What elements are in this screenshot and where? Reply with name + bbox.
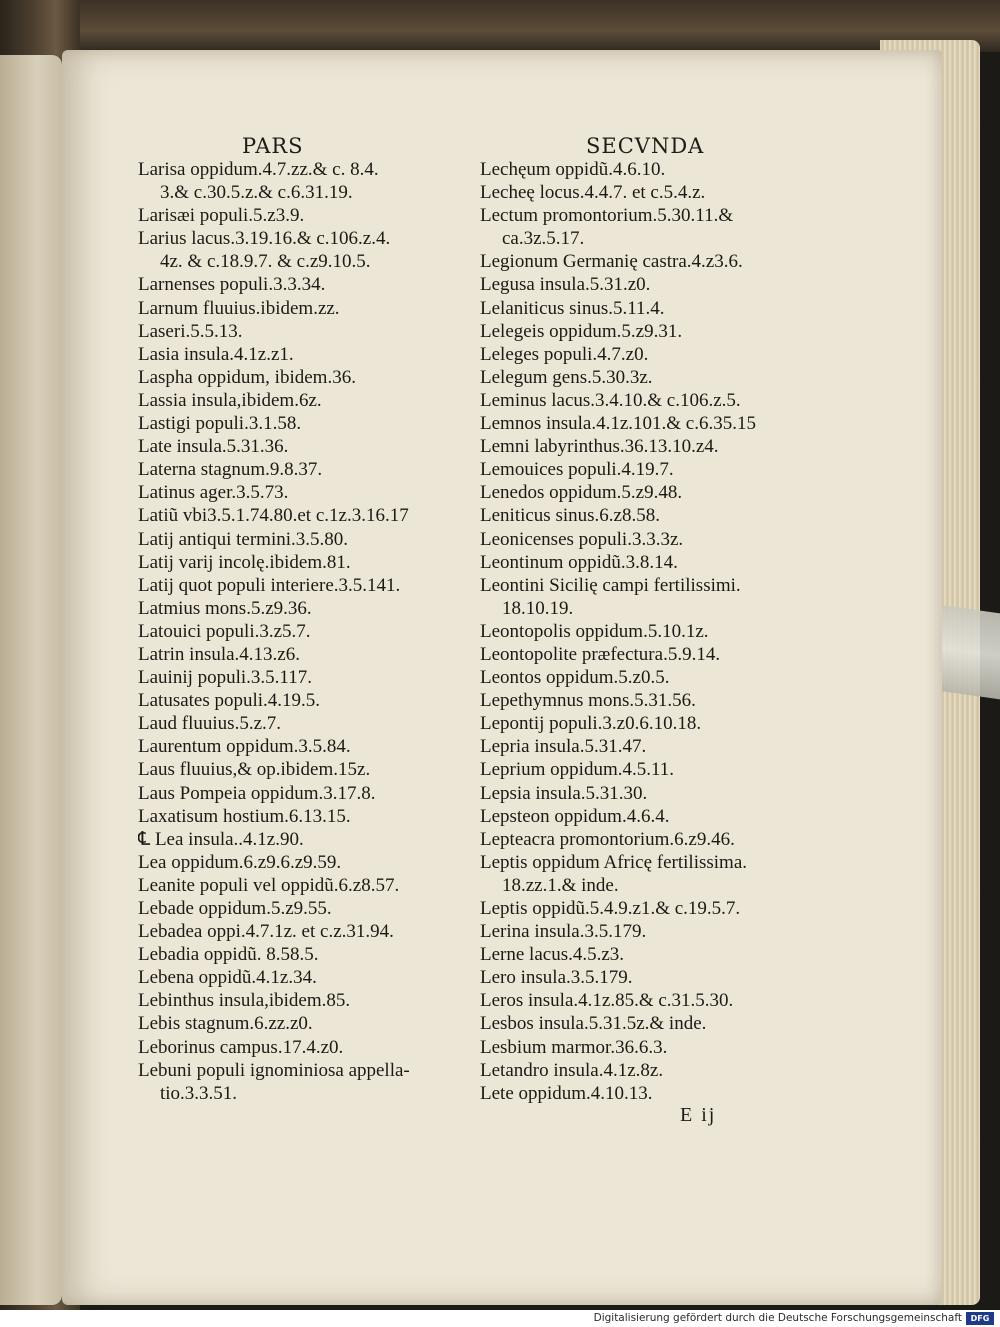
index-entry: Late insula.5.31.36.	[138, 436, 289, 458]
footer-bar	[0, 1310, 1000, 1327]
index-entry: 4z. & c.18.9.7. & c.z9.10.5.	[160, 251, 371, 273]
index-entry: Lebuni populi ignominiosa appella-	[138, 1059, 410, 1081]
index-entry: Lebade oppidum.5.z9.55.	[138, 898, 332, 919]
book-cover-top	[0, 0, 1000, 52]
index-entry: Laxatisum hostium.6.13.15.	[138, 805, 351, 827]
index-entry: Leleges populi.4.7.z0.	[480, 343, 649, 365]
index-entry: Latouici populi.3.z5.7.	[138, 620, 311, 642]
index-entry: Leniticus sinus.6.z8.58.	[480, 505, 660, 527]
index-entry: Lebadia oppidũ. 8.58.5.	[138, 944, 319, 966]
index-entry: Laspha oppidum, ibidem.36.	[138, 366, 356, 388]
index-entry: ca.3z.5.17.	[502, 228, 585, 250]
index-entry: Leanite populi vel oppidũ.6.z8.57.	[138, 874, 400, 896]
index-entry: Laseri.5.5.13.	[138, 320, 243, 342]
index-entry: Lassia insula,ibidem.6z.	[138, 389, 322, 411]
index-entry: Latinus ager.3.5.73.	[138, 482, 289, 504]
index-entry: Lelegum gens.5.30.3z.	[480, 366, 653, 388]
index-entry: Leptis oppidum Africę fertilissima.	[480, 851, 748, 873]
footer-credit-text: Digitalisierung gefördert durch die Deutsche Forschungsgemeinschaft	[593, 1312, 962, 1324]
index-column-left	[138, 158, 470, 1105]
index-entry: Lebis stagnum.6.zz.z0.	[138, 1013, 313, 1035]
index-entry: Lero insula.3.5.179.	[480, 967, 633, 989]
index-entry: Letandro insula.4.1z.8z.	[480, 1059, 664, 1081]
index-entry: Leonicenses populi.3.3.3z.	[480, 528, 684, 550]
index-entry: 18.zz.1.& inde.	[502, 874, 619, 896]
index-entry: Lerne lacus.4.5.z3.	[480, 944, 625, 966]
index-entry: Latiũ vbi3.5.1.74.80.et c.1z.3.16.17	[138, 505, 409, 527]
index-entry: Larnum fluuius.ibidem.zz.	[138, 297, 340, 319]
index-entry: Latij varij incolę.ibidem.81.	[138, 551, 351, 573]
index-entry: Larisa oppidum.4.7.zz.& c. 8.4.	[138, 159, 379, 180]
index-entry: Leros insula.4.1z.85.& c.31.5.30.	[480, 990, 734, 1012]
index-entry: Lelaniticus sinus.5.11.4.	[480, 297, 665, 319]
index-entry: Lauinij populi.3.5.117.	[138, 667, 312, 689]
index-entry: Leprium oppidum.4.5.11.	[480, 759, 675, 781]
index-entry: Larnenses populi.3.3.34.	[138, 274, 326, 296]
index-entry: Lastigi populi.3.1.58.	[138, 413, 302, 435]
index-entry: Lemni labyrinthus.36.13.10.z4.	[480, 436, 719, 458]
index-entry: Lemouices populi.4.19.7.	[480, 459, 674, 481]
index-entry: Latrin insula.4.13.z6.	[138, 643, 300, 665]
index-entry: Laterna stagnum.9.8.37.	[138, 459, 323, 481]
index-entry: Lepontij populi.3.z0.6.10.18.	[480, 713, 702, 735]
index-entry: Laus Pompeia oppidum.3.17.8.	[138, 782, 376, 804]
index-entry: Lebena oppidũ.4.1z.34.	[138, 967, 317, 989]
index-entry: Lasia insula.4.1z.z1.	[138, 343, 294, 365]
index-entry: 18.10.19.	[502, 597, 574, 619]
index-entry: Leborinus campus.17.4.z0.	[138, 1036, 344, 1058]
index-entry: Leontos oppidum.5.z0.5.	[480, 667, 670, 689]
index-entry: Lepria insula.5.31.47.	[480, 736, 647, 758]
index-entry: Latij antiqui termini.3.5.80.	[138, 528, 349, 550]
index-entry: Laurentum oppidum.3.5.84.	[138, 736, 351, 758]
index-column-right	[480, 158, 820, 1105]
index-entry: Lebadea oppi.4.7.1z. et c.z.31.94.	[138, 921, 394, 943]
index-entry: Lemnos insula.4.1z.101.& c.6.35.15	[480, 413, 756, 435]
previous-page-edge	[0, 55, 62, 1305]
index-entry: Latusates populi.4.19.5.	[138, 690, 321, 712]
index-entry: Latij quot populi interiere.3.5.141.	[138, 574, 401, 596]
index-entry: Lebinthus insula,ibidem.85.	[138, 990, 351, 1012]
index-entry: Lete oppidum.4.10.13.	[480, 1082, 653, 1104]
index-entry: Legionum Germanię castra.4.z3.6.	[480, 251, 743, 273]
index-entry: Lechęum oppidũ.4.6.10.	[480, 159, 666, 180]
index-entry: Lepteacra promontorium.6.z9.46.	[480, 828, 735, 850]
index-entry: Latmius mons.5.z9.36.	[138, 597, 312, 619]
index-entry: Legusa insula.5.31.z0.	[480, 274, 651, 296]
index-entry: Lerina insula.3.5.179.	[480, 921, 647, 943]
index-entry: Lesbium marmor.36.6.3.	[480, 1036, 668, 1058]
index-entry: Leminus lacus.3.4.10.& c.106.z.5.	[480, 389, 741, 411]
index-entry: Larius lacus.3.19.16.& c.106.z.4.	[138, 228, 391, 250]
index-entry: Lecheę locus.4.4.7. et c.5.4.z.	[480, 182, 706, 204]
index-entry: Laud fluuius.5.z.7.	[138, 713, 282, 735]
index-entry: Leontopolite præfectura.5.9.14.	[480, 643, 721, 665]
index-entry: Leptis oppidũ.5.4.9.z1.& c.19.5.7.	[480, 898, 741, 919]
index-entry: Lea oppidum.6.z9.6.z9.59.	[138, 851, 342, 873]
index-entry: tio.3.3.51.	[160, 1082, 238, 1104]
index-entry: Leontopolis oppidum.5.10.1z.	[480, 620, 709, 642]
index-entry: Leontini Sicilię campi fertilissimi.	[480, 574, 741, 596]
index-entry: Lelegeis oppidum.5.z9.31.	[480, 320, 683, 342]
index-entry: Lenedos oppidum.5.z9.48.	[480, 482, 683, 504]
index-entry: Lesbos insula.5.31.5z.& inde.	[480, 1013, 707, 1035]
index-entry: Lepsteon oppidum.4.6.4.	[480, 805, 670, 827]
index-entry: Lepsia insula.5.31.30.	[480, 782, 648, 804]
index-entry: Laus fluuius,& op.ibidem.15z.	[138, 759, 371, 781]
running-header-left: PARS	[242, 134, 304, 158]
index-entry: Lectum promontorium.5.30.11.&	[480, 205, 734, 227]
dfg-logo: DFG	[966, 1312, 994, 1325]
index-entry: ℄ Lea insula..4.1z.90.	[138, 828, 304, 850]
index-entry: 3.& c.30.5.z.& c.6.31.19.	[160, 182, 353, 204]
signature-mark: E ij	[680, 1104, 717, 1126]
index-entry: Leontinum oppidũ.3.8.14.	[480, 551, 678, 573]
index-entry: Lepethymnus mons.5.31.56.	[480, 690, 696, 712]
running-header-right: SECVNDA	[586, 134, 705, 158]
index-entry: Larisæi populi.5.z3.9.	[138, 205, 305, 227]
